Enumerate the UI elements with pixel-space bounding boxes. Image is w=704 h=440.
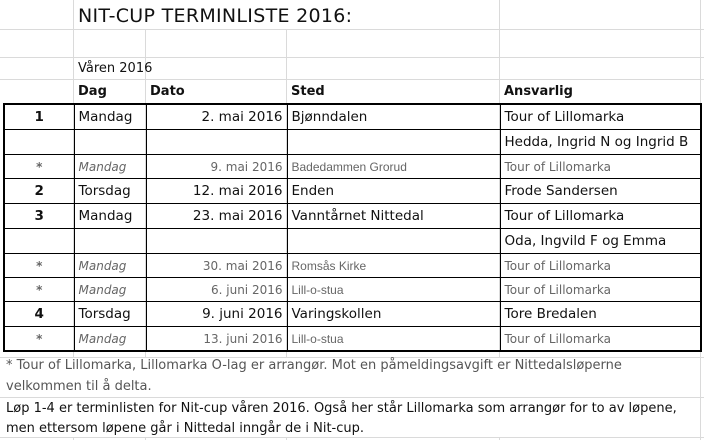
header-dato: Dato <box>150 84 185 99</box>
table-row <box>4 179 701 204</box>
location-cell: Vanntårnet Nittedal <box>287 204 500 229</box>
note: Løp 1-4 er terminlisten for Nit-cup våren 2016. Også her står Lillomarka som arrangør for to av løpene, men ettersom løpene går i Nittedal inngår de i Nit-cup. <box>6 401 677 436</box>
star-marker: * <box>4 327 74 352</box>
responsible-cell: Tour of Lillomarka <box>500 254 701 278</box>
location-cell: Lill-o-stua <box>287 327 500 352</box>
day-cell: Mandag <box>74 254 146 278</box>
date-cell: 6. juni 2016 <box>146 278 287 302</box>
star-marker: * <box>4 155 74 179</box>
location-cell: Bjønndalen <box>287 104 500 130</box>
date-cell: 9. mai 2016 <box>146 155 287 179</box>
table-row <box>4 254 701 278</box>
location-cell: Lill-o-stua <box>287 278 500 302</box>
table-row <box>4 104 701 130</box>
gridline <box>0 79 704 80</box>
date-cell: 12. mai 2016 <box>146 179 287 204</box>
responsible-cell: Tour of Lillomarka <box>500 104 701 130</box>
date-cell: 30. mai 2016 <box>146 254 287 278</box>
date-cell: 13. juni 2016 <box>146 327 287 352</box>
race-number <box>4 229 74 254</box>
location-cell: Romsås Kirke <box>287 254 500 278</box>
footnote: * Tour of Lillomarka, Lillomarka O-lag er arrangør. Mot en påmeldingsavgift er Nittedalsløperne velkommen til å delta. <box>6 358 622 394</box>
date-cell: 2. mai 2016 <box>146 104 287 130</box>
day-cell <box>74 229 146 254</box>
race-number: 4 <box>4 302 74 327</box>
location-cell: Badedammen Grorud <box>287 155 500 179</box>
location-cell: Enden <box>287 179 500 204</box>
header-sted: Sted <box>291 84 325 99</box>
gridline <box>0 57 704 58</box>
day-cell: Mandag <box>74 204 146 229</box>
page-title: NIT-CUP TERMINLISTE 2016: <box>78 5 353 27</box>
date-cell <box>146 229 287 254</box>
date-cell <box>146 130 287 155</box>
schedule-table <box>3 103 702 352</box>
gridline <box>0 29 704 30</box>
table-row <box>4 278 701 302</box>
responsible-cell: Tour of Lillomarka <box>500 204 701 229</box>
table-row <box>4 327 701 352</box>
responsible-cell: Oda, Ingvild F og Emma <box>500 229 701 254</box>
race-number: 2 <box>4 179 74 204</box>
location-cell: Varingskollen <box>287 302 500 327</box>
star-marker: * <box>4 278 74 302</box>
table-row <box>4 155 701 179</box>
table-row <box>4 130 701 155</box>
responsible-cell: Tour of Lillomarka <box>500 278 701 302</box>
location-cell <box>287 130 500 155</box>
date-cell: 9. juni 2016 <box>146 302 287 327</box>
table-row <box>4 229 701 254</box>
responsible-cell: Tore Bredalen <box>500 302 701 327</box>
day-cell: Torsdag <box>74 302 146 327</box>
race-number <box>4 130 74 155</box>
table-row <box>4 204 701 229</box>
responsible-cell: Hedda, Ingrid N og Ingrid B <box>500 130 701 155</box>
race-number: 3 <box>4 204 74 229</box>
day-cell: Mandag <box>74 278 146 302</box>
header-ansvarlig: Ansvarlig <box>504 84 573 99</box>
season-label: Våren 2016 <box>78 61 153 76</box>
location-cell <box>287 229 500 254</box>
race-number: 1 <box>4 104 74 130</box>
date-cell: 23. mai 2016 <box>146 204 287 229</box>
star-marker: * <box>4 254 74 278</box>
day-cell: Mandag <box>74 155 146 179</box>
day-cell <box>74 130 146 155</box>
table-row <box>4 302 701 327</box>
responsible-cell: Tour of Lillomarka <box>500 327 701 352</box>
responsible-cell: Tour of Lillomarka <box>500 155 701 179</box>
responsible-cell: Frode Sandersen <box>500 179 701 204</box>
day-cell: Torsdag <box>74 179 146 204</box>
day-cell: Mandag <box>74 327 146 352</box>
header-dag: Dag <box>78 84 107 99</box>
day-cell: Mandag <box>74 104 146 130</box>
